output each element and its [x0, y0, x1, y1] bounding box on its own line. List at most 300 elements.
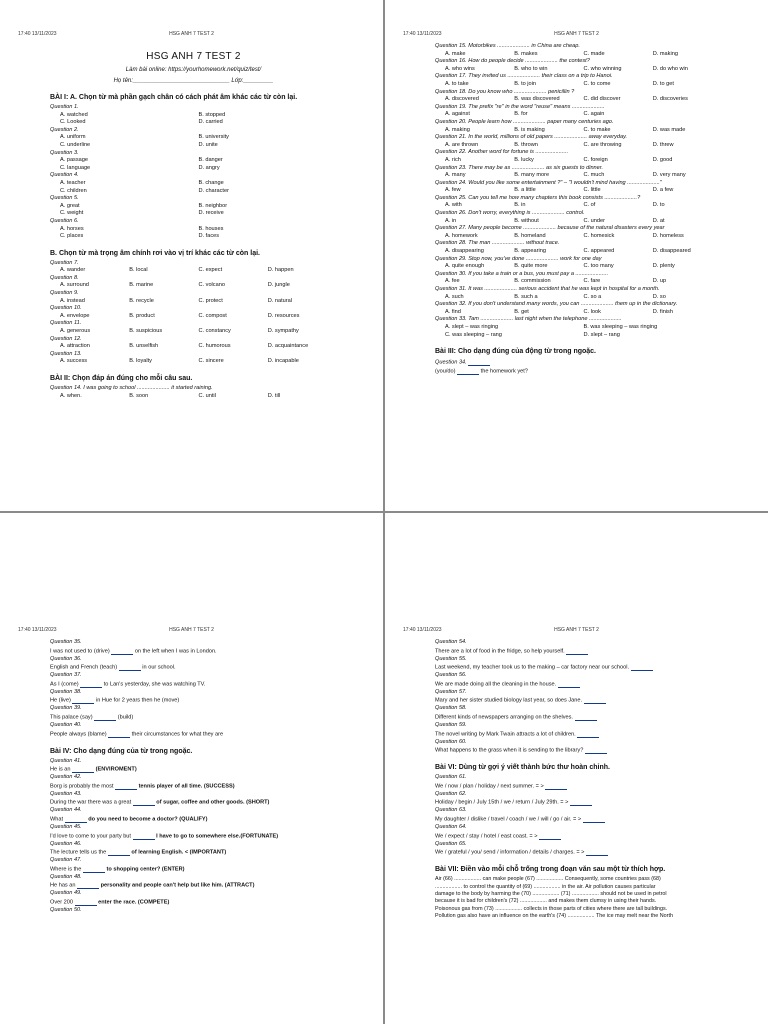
answer-blank[interactable]: [539, 833, 561, 840]
option-row: [50, 394, 337, 400]
option[interactable]: B. was discovered: [514, 96, 560, 103]
option[interactable]: A. who wins: [445, 65, 475, 72]
option[interactable]: C. too many: [583, 263, 614, 270]
answer-blank[interactable]: [94, 714, 116, 721]
option[interactable]: A. disappearing: [445, 248, 484, 255]
option[interactable]: D. disappeared: [652, 248, 691, 255]
option[interactable]: C. to come: [583, 80, 611, 87]
doc-title: HSG ANH 7 TEST 2: [554, 627, 599, 633]
question-part: on the left when I was in London.: [134, 648, 217, 654]
option[interactable]: B. commission: [514, 278, 551, 285]
section-heading: B. Chọn từ mà trọng âm chính rơi vào vị trí khác các từ còn lại.: [50, 249, 260, 257]
passage-line: .................. to control the quantity of (69) .................. in the air. Air pollution causes particular: [435, 883, 656, 890]
option[interactable]: A. many: [445, 172, 466, 179]
verb-list: [50, 640, 337, 738]
answer-blank[interactable]: [72, 766, 94, 773]
answer-blank[interactable]: [583, 816, 605, 823]
option-row: [50, 158, 337, 164]
question-part: We / now / plan / holiday / next summer. = >: [435, 783, 544, 790]
question: Question 38.: [50, 688, 82, 695]
option[interactable]: D. receive: [198, 210, 224, 217]
option[interactable]: A. passage: [60, 157, 88, 164]
option[interactable]: A. generous: [60, 328, 91, 335]
option[interactable]: D. up: [652, 278, 667, 285]
option[interactable]: A. uniform: [60, 134, 86, 141]
option[interactable]: B. in: [514, 202, 526, 209]
question-text: [50, 766, 337, 773]
passage: [435, 877, 722, 919]
option[interactable]: B. houses: [198, 225, 224, 232]
option[interactable]: A. instead: [60, 297, 85, 304]
question-text: [50, 731, 337, 738]
answer-blank[interactable]: [83, 866, 105, 873]
option[interactable]: A. to take: [445, 80, 469, 87]
question: Question 7.: [50, 259, 79, 266]
question-part: What happens to the grass when it is sending to the library?: [435, 747, 584, 754]
option[interactable]: A. surround: [60, 282, 89, 289]
option[interactable]: D. homeless: [652, 232, 684, 239]
answer-blank[interactable]: [80, 681, 102, 688]
option[interactable]: A. find: [445, 308, 461, 315]
question: Question 10.: [50, 305, 82, 312]
question: Question 28. The man ..................... without trace.: [435, 240, 560, 247]
option[interactable]: B. danger: [198, 157, 223, 164]
option[interactable]: D. acquaintance: [267, 343, 309, 350]
option[interactable]: C. appeared: [583, 248, 615, 255]
question: Question 40.: [50, 721, 82, 728]
question-part: Different kinds of newspapers arranging on the shelves.: [435, 714, 573, 721]
option-row: [50, 181, 337, 187]
option[interactable]: B. change: [198, 179, 224, 186]
option[interactable]: D. natural: [267, 297, 293, 304]
question: Question 63.: [435, 807, 467, 814]
option[interactable]: B. was sleeping – was ringing: [583, 323, 658, 330]
option-row: [50, 268, 337, 274]
option-row: [435, 173, 722, 179]
question: Question 57.: [435, 688, 467, 695]
section-heading: Bài VI: Dùng từ gợi ý viết thành bức thư hoàn chỉnh.: [435, 764, 610, 772]
option[interactable]: A. envelope: [60, 312, 90, 319]
question: Question 12.: [50, 335, 82, 342]
timestamp: 17:40 13/11/2023: [403, 627, 442, 633]
answer-blank[interactable]: [108, 849, 130, 856]
question: Question 2.: [50, 126, 79, 133]
option[interactable]: D. to get: [652, 80, 674, 87]
option[interactable]: C. expect: [198, 267, 223, 274]
option[interactable]: D. threw: [652, 141, 674, 148]
answer-blank[interactable]: [108, 731, 130, 738]
option[interactable]: A. success: [60, 358, 88, 365]
pronunciation-list: [50, 105, 337, 240]
option[interactable]: B. recycle: [129, 297, 154, 304]
question: Question 37.: [50, 672, 82, 679]
question: Question 61.: [435, 774, 467, 781]
question-part: (ENVIROMENT): [95, 766, 137, 773]
option[interactable]: D. discoveries: [652, 96, 688, 103]
passage-line: Poisonous gas from (73) .................. collects in those parts of cities where there are tall buildings.: [435, 905, 668, 912]
mcq-list: [435, 44, 722, 315]
question: Question 32. If you don't understand many words, you can ..................... them up in the dictionary.: [435, 301, 678, 308]
option[interactable]: A. in: [445, 217, 457, 224]
option[interactable]: B. suspicious: [129, 328, 163, 335]
option[interactable]: D. plenty: [652, 263, 675, 270]
option[interactable]: C. volcano: [198, 282, 225, 289]
question-part: There are a lot of food in the fridge, so help yourself.: [435, 648, 565, 654]
option[interactable]: D. do who win: [652, 65, 688, 72]
question-rest: the homework yet?: [480, 368, 528, 375]
option[interactable]: B. loyalty: [129, 358, 152, 365]
answer-blank[interactable]: [545, 783, 567, 790]
question: Question 26. Don't worry, everything is ..................... control.: [435, 210, 585, 217]
question-part: to Lan's yesterday, she was watching TV.: [103, 681, 206, 688]
question-part: tennis player of all time. (SUCCESS): [138, 783, 235, 790]
option[interactable]: C. homesick: [583, 232, 615, 239]
option[interactable]: C. look: [583, 308, 601, 315]
option-row: [50, 135, 337, 141]
answer-blank[interactable]: [133, 799, 155, 806]
option[interactable]: B. who to win: [514, 65, 548, 72]
option[interactable]: C. weight: [60, 210, 84, 217]
question: Question 39.: [50, 705, 82, 712]
option[interactable]: A. fee: [445, 278, 460, 285]
option[interactable]: A. great: [60, 202, 80, 209]
question: Question 22. Another word for fortune is .....................: [435, 149, 569, 156]
question-part: enter the race. (COMPETE): [98, 899, 170, 906]
option[interactable]: C. are throwing: [583, 141, 622, 148]
question-text: [435, 697, 722, 704]
option[interactable]: A. quite enough: [445, 263, 485, 270]
option-row: [50, 344, 337, 350]
option[interactable]: D. so: [652, 293, 666, 300]
option[interactable]: C. foreign: [583, 156, 608, 163]
question-text: [435, 731, 722, 738]
question-part: The lecture tells us the: [50, 849, 107, 856]
question: Question 6.: [50, 217, 79, 224]
question-part: to shopping center? (ENTER): [106, 866, 185, 873]
timestamp: 17:40 13/11/2023: [18, 31, 57, 37]
option[interactable]: B. such a: [514, 293, 538, 300]
answer-blank[interactable]: [111, 648, 133, 655]
option-row: [50, 189, 337, 195]
option[interactable]: [653, 112, 722, 118]
question: [435, 359, 722, 366]
question: Question 64.: [435, 823, 467, 830]
question-part: their circumstances for what they are: [131, 730, 224, 737]
question-text: [50, 664, 337, 671]
option[interactable]: C. again: [583, 111, 605, 118]
question-part: People always (blame): [50, 730, 107, 737]
option-row: [435, 158, 722, 164]
option[interactable]: D. character: [198, 187, 229, 194]
answer-blank[interactable]: [457, 368, 479, 375]
option[interactable]: D. happen: [267, 267, 294, 274]
option[interactable]: B. stopped: [198, 111, 226, 118]
option[interactable]: B. makes: [514, 50, 538, 57]
option[interactable]: A. rich: [445, 156, 461, 163]
question: Question 41.: [50, 757, 82, 764]
question: Question 18. Do you know who ..................... penicillin ?: [435, 88, 575, 95]
option[interactable]: D. very many: [652, 172, 686, 179]
option[interactable]: C. language: [60, 164, 91, 171]
question-part: As I (come): [50, 681, 79, 688]
answer-blank[interactable]: [575, 714, 597, 721]
question: Question 5.: [50, 195, 79, 202]
question-part: This palace (say): [50, 714, 93, 721]
option[interactable]: A. making: [445, 126, 470, 133]
option[interactable]: C. who winning: [583, 65, 622, 72]
question-part: We are made doing all the cleaning in the house.: [435, 681, 557, 688]
option[interactable]: A. with: [445, 202, 462, 209]
option[interactable]: B. local: [129, 267, 148, 274]
option[interactable]: D. faces: [198, 233, 220, 240]
option[interactable]: D. angry: [198, 164, 220, 171]
option[interactable]: B. quite more: [514, 263, 548, 270]
option-row: [50, 227, 337, 233]
answer-blank[interactable]: [631, 664, 653, 671]
option[interactable]: C. sincere: [198, 358, 224, 365]
question-part: do you need to become a doctor? (QUALIFY): [88, 816, 208, 823]
option[interactable]: C. so a: [583, 293, 602, 300]
option[interactable]: D. sympathy: [267, 328, 299, 335]
option[interactable]: B. without: [514, 217, 539, 224]
option[interactable]: A. horses: [60, 225, 84, 232]
answer-blank[interactable]: [577, 731, 599, 738]
question-part: I was not used to (drive): [50, 648, 110, 654]
question-part: Over 200: [50, 899, 74, 906]
answer-blank[interactable]: [570, 799, 592, 806]
option[interactable]: B. lucky: [514, 156, 534, 163]
option-row: [50, 359, 337, 365]
answer-blank[interactable]: [586, 849, 608, 856]
option[interactable]: B. university: [198, 134, 229, 141]
option-row: [435, 295, 722, 301]
question-text: [435, 648, 722, 655]
verb-hint: (you/do): [435, 368, 456, 375]
option[interactable]: A. attraction: [60, 343, 90, 350]
option[interactable]: D. incapable: [267, 358, 299, 365]
option[interactable]: C. underline: [60, 141, 91, 148]
passage-line: because it is bad for children's (72) .................. and makes them clumsy in using their hands.: [435, 898, 657, 905]
question: Question 54.: [435, 639, 467, 645]
question: Question 3.: [50, 149, 79, 156]
option-row: [435, 264, 722, 270]
answer-blank[interactable]: [65, 816, 87, 823]
option[interactable]: A. when.: [60, 392, 82, 399]
option[interactable]: D. making: [652, 50, 678, 57]
option[interactable]: A. discovered: [445, 96, 479, 103]
question-text: [435, 783, 722, 790]
question-text: [435, 681, 722, 688]
option[interactable]: A. such: [445, 293, 464, 300]
question: Question 62.: [435, 790, 467, 797]
stress-list: [50, 261, 337, 365]
question: Question 45.: [50, 823, 82, 830]
question-text: [50, 882, 337, 889]
question-text: [50, 799, 337, 806]
answer-blank[interactable]: [75, 899, 97, 906]
question: Question 4.: [50, 172, 79, 179]
option[interactable]: B. homeland: [514, 232, 546, 239]
option[interactable]: A. slept – was ringing: [445, 323, 499, 330]
question-part: We / expect / stay / hotel / east coast. = >: [435, 832, 538, 839]
answer-blank[interactable]: [133, 833, 155, 840]
question: Question 48.: [50, 873, 82, 880]
option[interactable]: C. was sleeping – rang: [445, 331, 502, 338]
option[interactable]: C. places: [60, 233, 84, 240]
question-part: in Hue for 2 years then he (move): [95, 697, 180, 704]
option[interactable]: A. homework: [445, 232, 478, 239]
option[interactable]: B. to join: [514, 80, 537, 87]
section-heading: BÀI II: Chọn đáp án đúng cho mỗi câu sau.: [50, 375, 193, 382]
option[interactable]: D. till: [267, 392, 281, 399]
option-row: [435, 279, 722, 285]
option[interactable]: C. under: [583, 217, 605, 224]
question-text: [435, 816, 722, 823]
question: Question 55.: [435, 655, 467, 662]
option[interactable]: B. for: [514, 111, 528, 118]
answer-blank[interactable]: [77, 882, 99, 889]
option[interactable]: D. unite: [198, 141, 218, 148]
page-3: [0, 513, 383, 1024]
option[interactable]: B. thrown: [514, 141, 538, 148]
passage-line: Pollution gas also have an influence on the earth's (74) .................. The ice may melt near the North: [435, 913, 673, 920]
option[interactable]: C. constancy: [198, 328, 231, 335]
option[interactable]: B. is making: [514, 126, 545, 133]
doc-title: HSG ANH 7 TEST 2: [169, 31, 214, 37]
option[interactable]: C. much: [583, 172, 605, 179]
question: Question 65.: [435, 840, 467, 847]
question: Question 33. Tam ..................... last night when the telephone .....................: [435, 316, 622, 323]
option[interactable]: A. make: [445, 50, 466, 57]
option[interactable]: D. to: [652, 202, 665, 209]
option-row: [435, 333, 722, 339]
question: Question 30. If you take a train or a bus, you must pay a .....................: [435, 270, 609, 277]
question-part: Mary and her sister studied biology last year, so does Jane.: [435, 697, 583, 704]
question: Question 15. Motorbikes ..................... in China are cheap.: [435, 43, 580, 49]
option-row: [50, 314, 337, 320]
option[interactable]: D. a few: [652, 187, 674, 194]
option[interactable]: B. soon: [129, 392, 149, 399]
option-row: [435, 128, 722, 134]
option[interactable]: C. compost: [198, 312, 227, 319]
option[interactable]: D. good: [652, 156, 673, 163]
answer-blank[interactable]: [584, 697, 606, 704]
question-part: (build): [117, 714, 134, 721]
option-row: [435, 219, 722, 225]
option[interactable]: D. at: [652, 217, 665, 224]
option[interactable]: C. little: [583, 187, 601, 194]
name-line: Họ tên:_____________________________ Lớp:_________: [113, 78, 274, 84]
option[interactable]: C. fare: [583, 278, 601, 285]
question: Question 42.: [50, 774, 82, 781]
option[interactable]: A. teacher: [60, 179, 86, 186]
answer-blank[interactable]: [558, 681, 580, 688]
option-row: [435, 310, 722, 316]
option[interactable]: C. protect: [198, 297, 223, 304]
doc-title: HSG ANH 7 TEST 2: [169, 627, 214, 633]
question-text: [435, 368, 722, 375]
option[interactable]: D. carried: [198, 119, 223, 126]
answer-blank[interactable]: [585, 747, 607, 754]
option[interactable]: B. neighbor: [198, 202, 228, 209]
answer-blank[interactable]: [119, 664, 141, 671]
doc-title: HSG ANH 7 TEST 2: [554, 31, 599, 37]
answer-blank[interactable]: [115, 783, 137, 790]
option[interactable]: B. many more: [514, 172, 550, 179]
letter-list: [435, 775, 722, 856]
option[interactable]: D. finish: [652, 308, 673, 315]
question: Question 58.: [435, 705, 467, 712]
option[interactable]: C. until: [198, 392, 216, 399]
option[interactable]: C. to make: [583, 126, 611, 133]
answer-blank[interactable]: [468, 359, 490, 366]
option[interactable]: B. unselfish: [129, 343, 159, 350]
option[interactable]: C. children: [60, 187, 87, 194]
question: Question 8.: [50, 274, 79, 281]
option[interactable]: D. was made: [652, 126, 686, 133]
question: Question 11.: [50, 320, 82, 327]
question: Question 50.: [50, 906, 82, 913]
option[interactable]: A. few: [445, 187, 461, 194]
option-row: [50, 234, 337, 240]
question-part: We / grateful / you/ send / information / details / charges. = >: [435, 849, 585, 856]
option-row: [435, 143, 722, 149]
option[interactable]: C. humorous: [198, 343, 231, 350]
option[interactable]: B. get: [514, 308, 529, 315]
option[interactable]: C. made: [583, 50, 605, 57]
option-row: [435, 203, 722, 209]
subtitle-link[interactable]: Làm bài online: https://yourhomework.net/quiz/test/: [125, 67, 262, 73]
timestamp: 17:40 13/11/2023: [18, 627, 57, 633]
answer-blank[interactable]: [566, 648, 588, 655]
question: Question 25. Can you tell me how many chapters this book consists .....................?: [435, 194, 641, 201]
option[interactable]: C. of: [583, 202, 596, 209]
question-text: [435, 664, 722, 671]
option-row: [435, 97, 722, 103]
option-row: [435, 188, 722, 194]
question-text: [50, 783, 337, 790]
option[interactable]: A. against: [445, 111, 470, 118]
option-row: [50, 166, 337, 172]
passage-line: Air (66) .................. can make people (67) .................. Consequently, some countries pass (68): [435, 876, 661, 883]
question: Question 27. Many people become ..................... because of the natural disasters every year: [435, 225, 665, 232]
question: Question 43.: [50, 790, 82, 797]
question-text: [50, 697, 337, 704]
question-part: What: [50, 816, 64, 823]
option[interactable]: B. a little: [514, 187, 536, 194]
question-label: Question 34.: [435, 359, 467, 366]
answer-blank[interactable]: [72, 697, 94, 704]
question: Question 36.: [50, 655, 82, 662]
question: Question 1.: [50, 104, 79, 110]
option[interactable]: D. slept – rang: [583, 331, 620, 338]
option[interactable]: D. resources: [267, 312, 300, 319]
option[interactable]: B. product: [129, 312, 155, 319]
option[interactable]: A. are thrown: [445, 141, 479, 148]
question: Question 16. How do people decide ..................... the contest?: [435, 58, 590, 65]
option[interactable]: A. watched: [60, 111, 88, 118]
page-title: HSG ANH 7 TEST 2: [146, 51, 241, 62]
question: Question 13.: [50, 350, 82, 357]
option[interactable]: C. did discover: [583, 96, 621, 103]
option[interactable]: B. marine: [129, 282, 154, 289]
question-text: [435, 747, 722, 754]
option[interactable]: A. wander: [60, 267, 86, 274]
option[interactable]: B. appearing: [514, 248, 546, 255]
question-part: of learning English. < (IMPORTANT): [131, 849, 227, 856]
option[interactable]: C. Looked: [60, 119, 86, 126]
option[interactable]: D. jungle: [267, 282, 290, 289]
